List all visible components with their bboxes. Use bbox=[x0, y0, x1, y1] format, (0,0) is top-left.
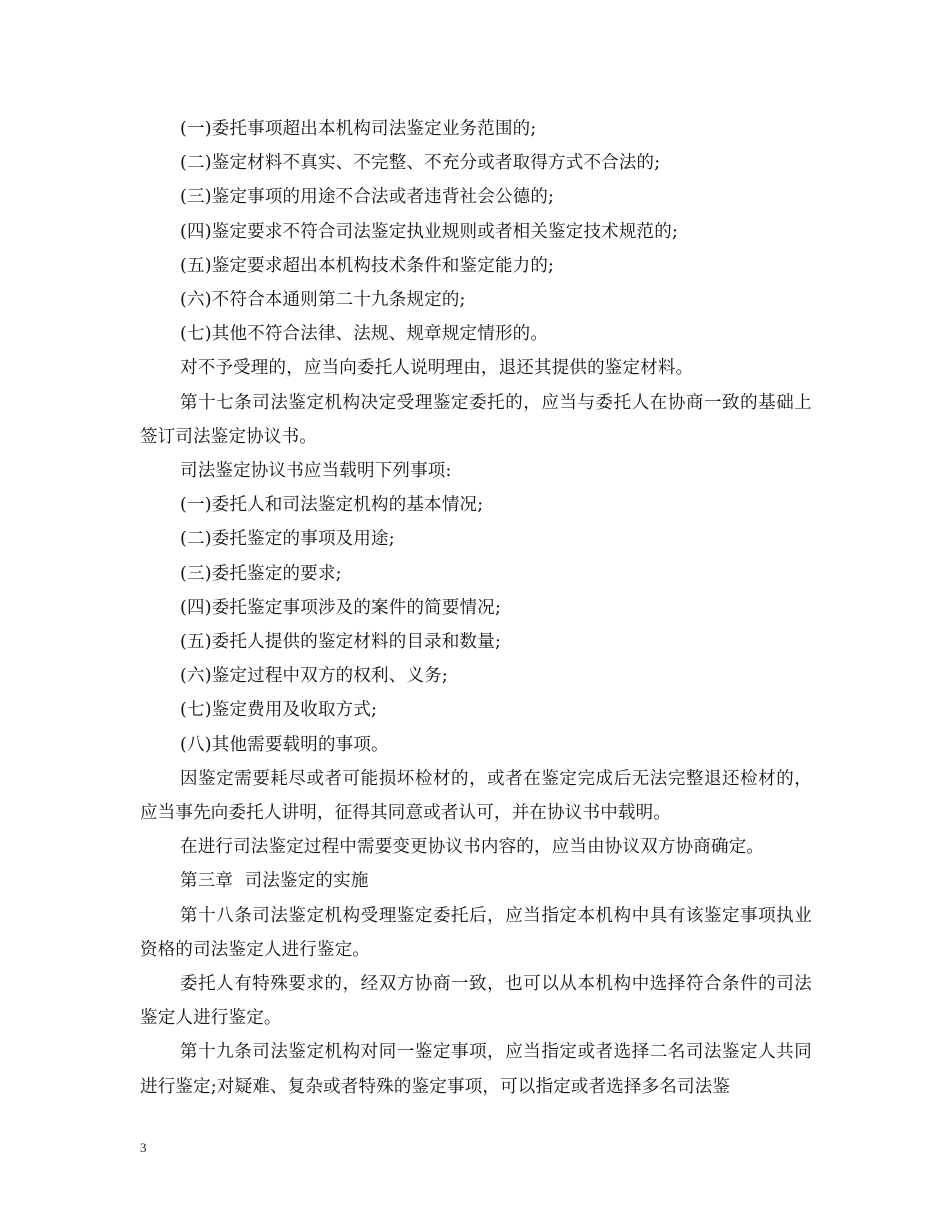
paragraph: (二)鉴定材料不真实、不完整、不充分或者取得方式不合法的; bbox=[180, 153, 661, 174]
paragraph: 因鉴定需要耗尽或者可能损坏检材的，或者在鉴定完成后无法完整退还检材的，应当事先向委托人讲明，征得其同意或者认可，并在协议书中载明。 bbox=[140, 768, 812, 824]
paragraph: (一)委托人和司法鉴定机构的基本情况; bbox=[180, 495, 484, 516]
paragraph: (二)委托鉴定的事项及用途; bbox=[180, 529, 395, 550]
chapter-heading: 第三章 司法鉴定的实施 bbox=[180, 871, 369, 892]
paragraph: (五)委托人提供的鉴定材料的目录和数量; bbox=[180, 632, 502, 653]
paragraph: (八)其他需要载明的事项。 bbox=[180, 734, 389, 755]
paragraph: 第十七条司法鉴定机构决定受理鉴定委托的，应当与委托人在协商一致的基础上签订司法鉴定协议书。 bbox=[140, 392, 812, 447]
paragraph: (七)其他不符合法律、法规、规章规定情形的。 bbox=[180, 324, 549, 345]
paragraph: 在进行司法鉴定过程中需要变更协议书内容的，应当由协议双方协商确定。 bbox=[180, 837, 765, 858]
page-number: 3 bbox=[140, 1140, 147, 1155]
paragraph: (四)委托鉴定事项涉及的案件的简要情况; bbox=[180, 597, 502, 618]
paragraph: 第十八条司法鉴定机构受理鉴定委托后，应当指定本机构中具有该鉴定事项执业资格的司法鉴定人进行鉴定。 bbox=[140, 905, 812, 960]
paragraph: (一)委托事项超出本机构司法鉴定业务范围的; bbox=[180, 119, 537, 139]
paragraph: (三)鉴定事项的用途不合法或者违背社会公德的; bbox=[180, 187, 555, 208]
paragraph: (六)鉴定过程中双方的权利、义务; bbox=[180, 666, 448, 687]
paragraph: 司法鉴定协议书应当载明下列事项: bbox=[180, 461, 452, 482]
paragraph: (六)不符合本通则第二十九条规定的; bbox=[180, 290, 466, 311]
paragraph: (四)鉴定要求不符合司法鉴定执业规则或者相关鉴定技术规范的; bbox=[180, 221, 679, 242]
paragraph: (三)委托鉴定的要求; bbox=[180, 563, 342, 584]
paragraph: 第十九条司法鉴定机构对同一鉴定事项，应当指定或者选择二名司法鉴定人共同进行鉴定;对疑难、复杂或者特殊的鉴定事项，可以指定或者选择多名司法鉴 bbox=[140, 1042, 812, 1097]
paragraph: 对不予受理的，应当向委托人说明理由，退还其提供的鉴定材料。 bbox=[180, 358, 694, 379]
paragraph: 委托人有特殊要求的，经双方协商一致，也可以从本机构中选择符合条件的司法鉴定人进行鉴定。 bbox=[140, 974, 812, 1029]
paragraph: (七)鉴定费用及收取方式; bbox=[180, 700, 378, 721]
document-body bbox=[140, 112, 812, 1104]
paragraph: (五)鉴定要求超出本机构技术条件和鉴定能力的; bbox=[180, 255, 555, 276]
